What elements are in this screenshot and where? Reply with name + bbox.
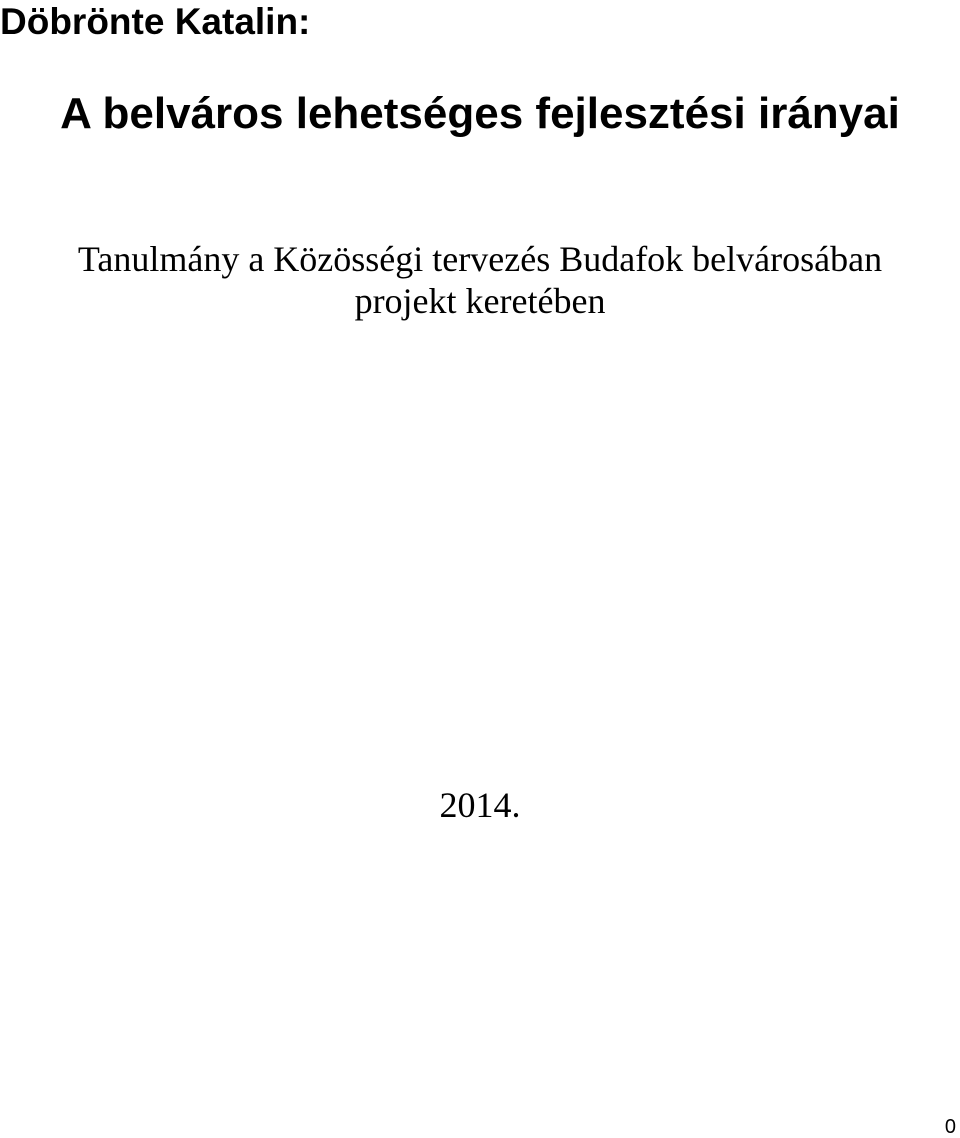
publication-year: 2014. bbox=[439, 785, 521, 825]
author-name: Döbrönte Katalin: bbox=[0, 1, 311, 42]
page-number: 0 bbox=[944, 1116, 956, 1138]
document-title: A belváros lehetséges fejlesztési irányai bbox=[60, 89, 900, 138]
document-subtitle: Tanulmány a Közösségi tervezés Budafok belvárosában projekt keretében bbox=[77, 239, 883, 321]
